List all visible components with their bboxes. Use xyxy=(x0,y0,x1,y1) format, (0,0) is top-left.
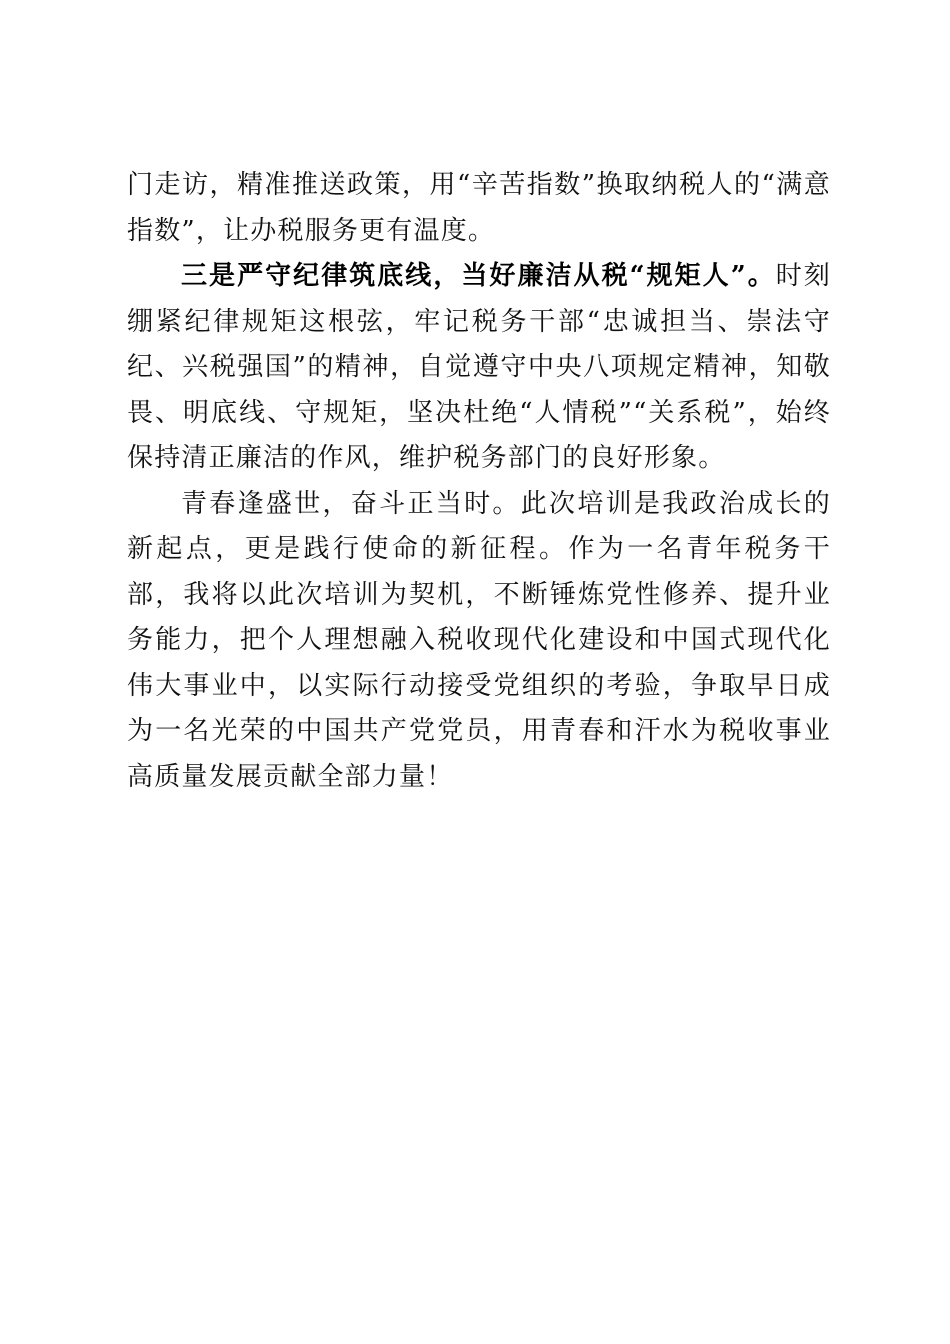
paragraph-text: 门走访，精准推送政策，用“辛苦指数”换取纳税人的“满意指数”，让办税服务更有温度。 xyxy=(127,170,831,246)
paragraph-continuation xyxy=(127,163,831,254)
document-body xyxy=(127,163,831,800)
paragraph-text: 青春逢盛世，奋斗正当时。此次培训是我政治成长的新起点，更是践行使命的新征程。作为一名青年税务干部，我将以此次培训为契机，不断锤炼党性修养、提升业务能力，把个人理想融入税收现代化建设和中国式现代化伟大事业中，以实际行动接受党组织的考验，争取早日成为一名光荣的中国共产党党员，用青春和汗水为税收事业高质量发展贡献全部力量！ xyxy=(127,488,831,792)
paragraph-heading: 三是严守纪律筑底线，当好廉洁从税“规矩人”。 xyxy=(181,261,776,291)
paragraph-discipline xyxy=(127,254,831,482)
paragraph-text: 时刻绷紧纪律规矩这根弦，牢记税务干部“忠诚担当、崇法守纪、兴税强国”的精神，自觉遵守中央八项规定精神，知敬畏、明底线、守规矩，坚决杜绝“人情税”“关系税”，始终保持清正廉洁的作风，维护税务部门的良好形象。 xyxy=(127,261,832,473)
paragraph-conclusion xyxy=(127,482,831,801)
